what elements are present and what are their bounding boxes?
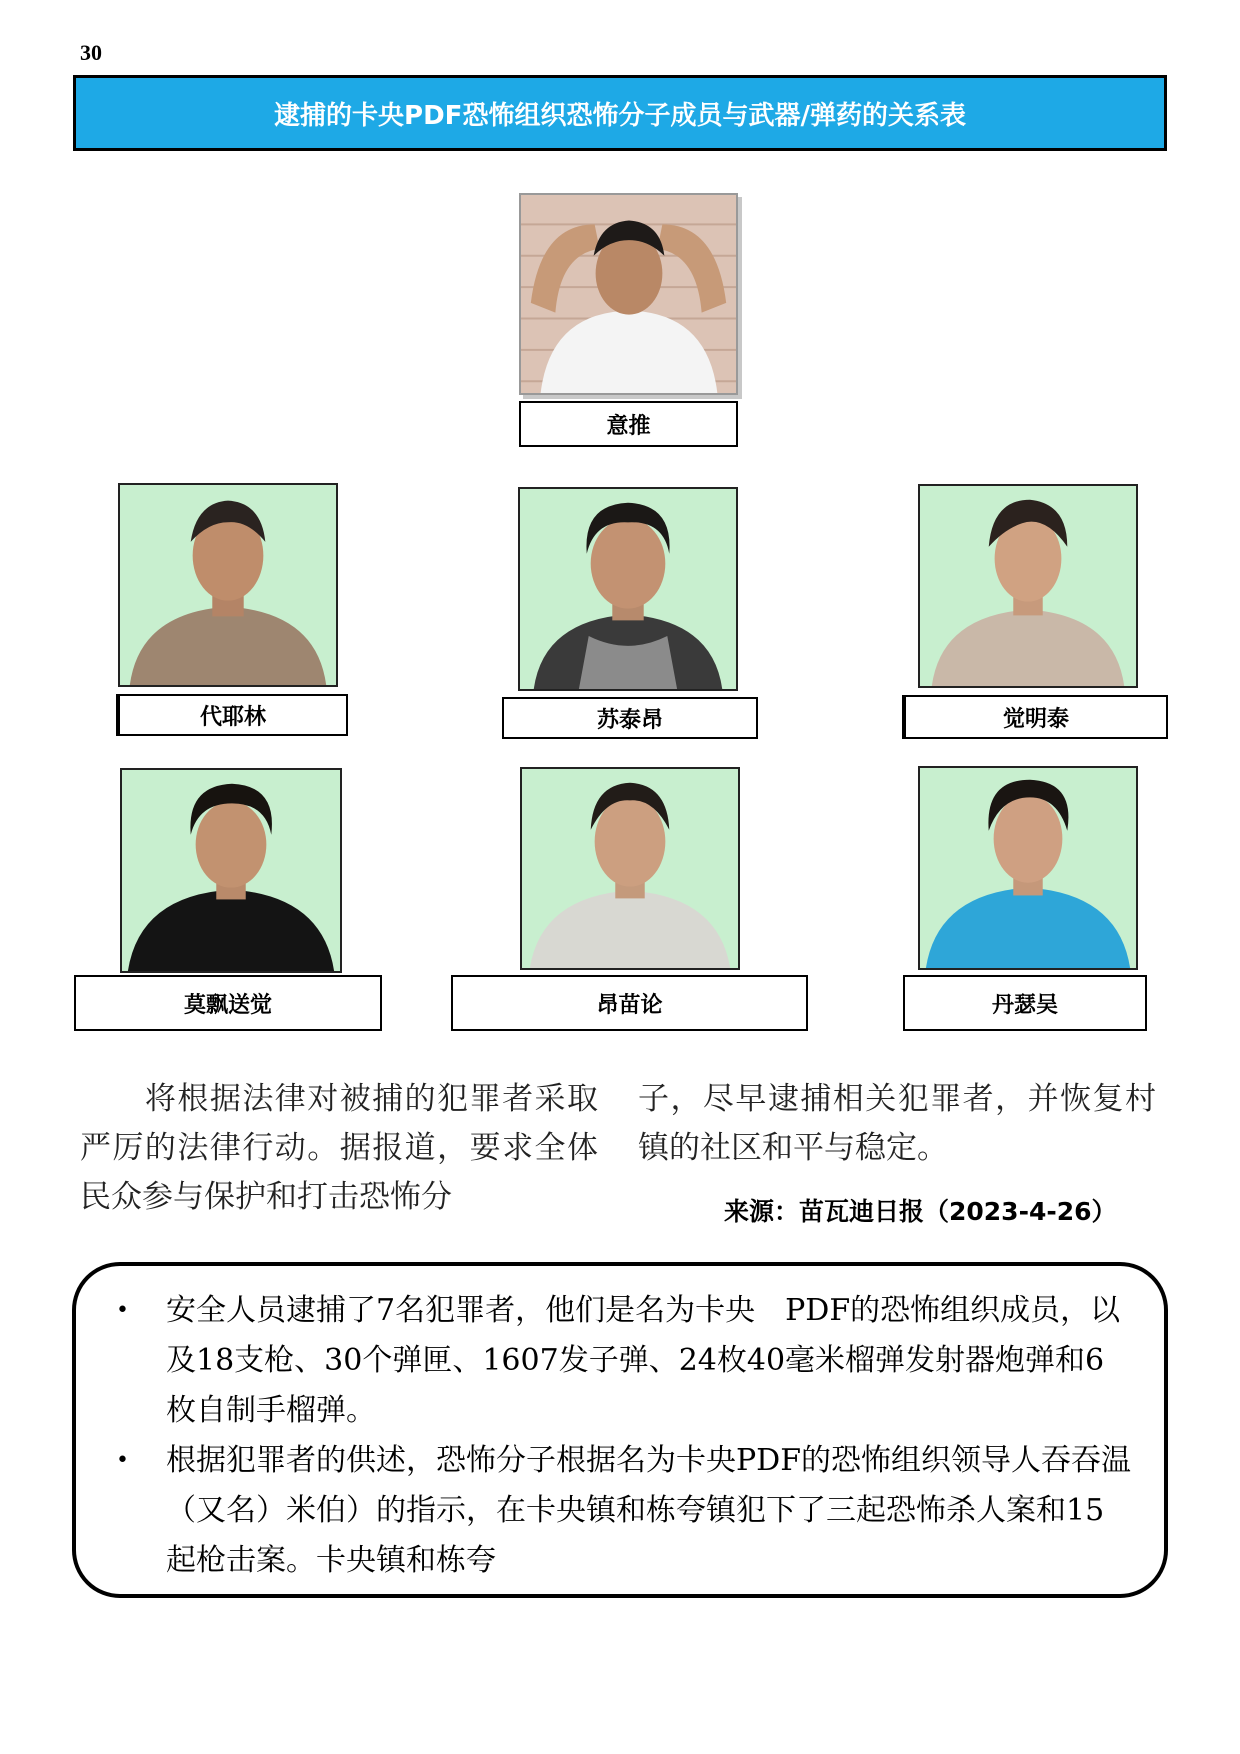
suspect-name-label: 代耶林 [116,694,348,736]
suspect-portrait-image [920,486,1136,686]
summary-box [72,1262,1168,1598]
suspect-photo [520,767,740,970]
suspect-portrait-image [520,489,736,689]
suspect-portrait-image [522,769,738,968]
suspect-photo [120,768,342,973]
suspect-photo [918,484,1138,688]
summary-item [116,1436,1134,1586]
page-title: 逮捕的卡央PDF恐怖组织恐怖分子成员与武器/弹药的关系表 [274,100,966,131]
summary-list [116,1286,1134,1586]
summary-item-text: 根据犯罪者的供述，恐怖分子根据名为卡央PDF的恐怖组织领导人吞吞温（又名）米伯）的指示，在卡央镇和栋夸镇犯下了三起恐怖杀人案和15起枪击案。卡央镇和栋夸 [166,1443,1132,1578]
suspect-photo [118,483,338,687]
suspect-portrait-image [521,195,736,393]
suspect-name-label: 莫飘送觉 [74,975,382,1031]
body-text-right: 子，尽早逮捕相关犯罪者，并恢复村镇的社区和平与稳定。 [638,1081,1156,1166]
suspect-photo [918,766,1138,970]
suspect-name-label: 丹瑟吴 [903,975,1147,1031]
summary-item-text: 安全人员逮捕了7名犯罪者，他们是名为卡央 PDF的恐怖组织成员，以及18支枪、30个弹匣、1607发子弹、24枚40毫米榴弹发射器炮弹和6枚自制手榴弹。 [166,1293,1121,1428]
page-number: 30 [80,40,102,65]
suspect-portrait-image [120,485,336,685]
suspect-photo-top [519,193,738,395]
suspect-name-label: 意推 [519,401,738,447]
bullet-icon: • [116,1448,129,1473]
summary-item [116,1286,1134,1436]
suspect-name-label: 昂苗论 [451,975,808,1031]
source-citation: 来源：苗瓦迪日报（2023-4-26） [724,1197,1117,1226]
bullet-icon: • [116,1298,129,1323]
body-text-left: 将根据法律对被捕的犯罪者采取严厉的法律行动。据报道，要求全体民众参与保护和打击恐怖分 [80,1081,598,1215]
suspect-photo [518,487,738,691]
suspect-portrait-image [920,768,1136,968]
suspect-name-label: 苏泰昂 [502,697,758,739]
suspect-portrait-image [122,770,340,971]
title-banner [73,75,1167,151]
suspect-name-label: 觉明泰 [902,695,1168,739]
